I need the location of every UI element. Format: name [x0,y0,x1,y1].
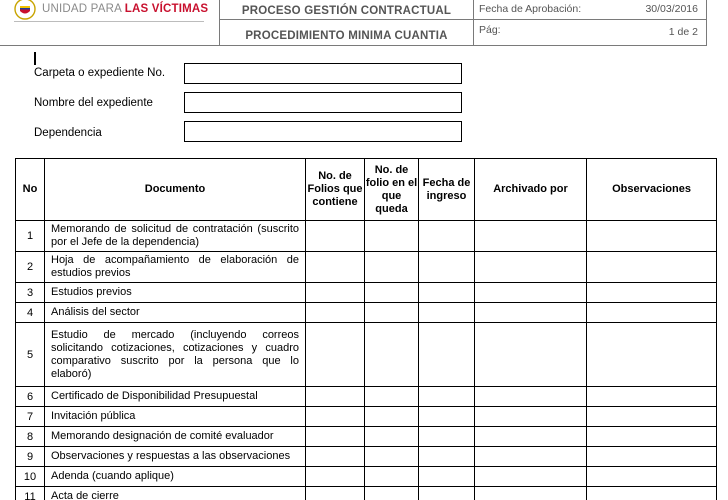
dependency-field[interactable] [184,121,462,142]
table-row [16,427,717,447]
folio-queda-cell[interactable] [365,323,419,387]
archivado-cell[interactable] [475,387,587,407]
table-header-row [16,159,717,221]
document-name: Estudio de mercado (incluyendo correos solicitando cotizaciones, cotizaciones y cuadro comparativo suscrito por la persona que lo elaboró) [45,323,306,387]
folio-queda-cell[interactable] [365,407,419,427]
observaciones-cell[interactable] [587,221,717,252]
col-header-folio-queda: No. de folio en el que queda [365,159,419,221]
col-header-fecha: Fecha de ingreso [419,159,475,221]
row-number: 10 [16,467,45,487]
document-name: Acta de cierre [45,487,306,500]
fecha-cell[interactable] [419,221,475,252]
folios-cell[interactable] [306,323,365,387]
archivado-cell[interactable] [475,221,587,252]
folios-cell[interactable] [306,252,365,283]
process-title: PROCESO GESTIÓN CONTRACTUAL [220,0,473,20]
table-row [16,387,717,407]
document-name: Memorando designación de comité evaluador [45,427,306,447]
observaciones-cell[interactable] [587,283,717,303]
fecha-cell[interactable] [419,467,475,487]
archivado-cell[interactable] [475,407,587,427]
table-row [16,487,717,500]
table-row [16,467,717,487]
observaciones-cell[interactable] [587,467,717,487]
document-checklist-table [15,158,717,500]
archivado-cell[interactable] [475,252,587,283]
folio-queda-cell[interactable] [365,427,419,447]
folio-queda-cell[interactable] [365,303,419,323]
approval-date-row [474,0,706,20]
document-name: Certificado de Disponibilidad Presupuestal [45,387,306,407]
row-number: 2 [16,252,45,283]
header-logo-cell [0,0,220,46]
name-field[interactable] [184,92,462,113]
fecha-cell[interactable] [419,407,475,427]
document-name: Análisis del sector [45,303,306,323]
table-row [16,407,717,427]
coat-of-arms-icon [14,0,36,20]
table-row [16,323,717,387]
document-name: Adenda (cuando aplique) [45,467,306,487]
document-name: Observaciones y respuestas a las observaciones [45,447,306,467]
fecha-cell[interactable] [419,487,475,500]
folios-cell[interactable] [306,407,365,427]
folios-cell[interactable] [306,467,365,487]
archivado-cell[interactable] [475,283,587,303]
dependency-label: Dependencia [34,127,102,139]
row-number: 1 [16,221,45,252]
document-name: Hoja de acompañamiento de elaboración de estudios previos [45,252,306,283]
folios-cell[interactable] [306,427,365,447]
row-number: 8 [16,427,45,447]
row-number: 5 [16,323,45,387]
observaciones-cell[interactable] [587,427,717,447]
fecha-cell[interactable] [419,387,475,407]
fecha-cell[interactable] [419,323,475,387]
col-header-archivado: Archivado por [475,159,587,221]
observaciones-cell[interactable] [587,323,717,387]
folder-label: Carpeta o expediente No. [34,67,166,79]
folios-cell[interactable] [306,303,365,323]
observaciones-cell[interactable] [587,487,717,500]
header-meta-cell [474,0,707,46]
logo-text: UNIDAD PARA LAS VÍCTIMAS [42,3,209,15]
col-header-folios: No. de Folios que contiene [306,159,365,221]
folio-queda-cell[interactable] [365,447,419,467]
logo-divider [14,21,204,22]
folio-queda-cell[interactable] [365,467,419,487]
folios-cell[interactable] [306,387,365,407]
table-row [16,221,717,252]
document-name: Invitación pública [45,407,306,427]
folios-cell[interactable] [306,283,365,303]
logo [14,0,208,20]
table-row [16,283,717,303]
col-header-document: Documento [45,159,306,221]
fecha-cell[interactable] [419,252,475,283]
folios-cell[interactable] [306,221,365,252]
row-number: 4 [16,303,45,323]
observaciones-cell[interactable] [587,447,717,467]
folio-queda-cell[interactable] [365,387,419,407]
folder-field[interactable] [184,63,462,84]
observaciones-cell[interactable] [587,303,717,323]
approval-date-value: 30/03/2016 [645,3,698,15]
page-value: 1 de 2 [668,26,698,38]
table-row [16,447,717,467]
row-number: 3 [16,283,45,303]
archivado-cell[interactable] [475,427,587,447]
document-name: Memorando de solicitud de contratación (suscrito por el Jefe de la dependencia) [45,221,306,252]
archivado-cell[interactable] [475,323,587,387]
col-header-no: No [16,159,45,221]
approval-date-label: Fecha de Aprobación: [479,3,582,15]
header-title-cell [220,0,474,46]
observaciones-cell[interactable] [587,252,717,283]
archivado-cell[interactable] [475,303,587,323]
folio-queda-cell[interactable] [365,283,419,303]
fecha-cell[interactable] [419,427,475,447]
document-name: Estudios previos [45,283,306,303]
row-number: 7 [16,407,45,427]
procedure-title: PROCEDIMIENTO MINIMA CUANTIA [245,30,448,42]
page-row [474,20,706,46]
folio-queda-cell[interactable] [365,252,419,283]
observaciones-cell[interactable] [587,387,717,407]
col-header-observaciones: Observaciones [587,159,717,221]
table-row [16,303,717,323]
name-label: Nombre del expediente [34,97,153,109]
table-row [16,252,717,283]
folios-cell[interactable] [306,487,365,500]
row-number: 11 [16,487,45,500]
fecha-cell[interactable] [419,283,475,303]
folios-cell[interactable] [306,447,365,467]
fecha-cell[interactable] [419,447,475,467]
archivado-cell[interactable] [475,487,587,500]
archivado-cell[interactable] [475,447,587,467]
folio-queda-cell[interactable] [365,221,419,252]
fecha-cell[interactable] [419,303,475,323]
text-cursor [34,52,36,65]
archivado-cell[interactable] [475,467,587,487]
row-number: 6 [16,387,45,407]
folio-queda-cell[interactable] [365,487,419,500]
row-number: 9 [16,447,45,467]
observaciones-cell[interactable] [587,407,717,427]
page-label: Pág: [479,24,501,36]
